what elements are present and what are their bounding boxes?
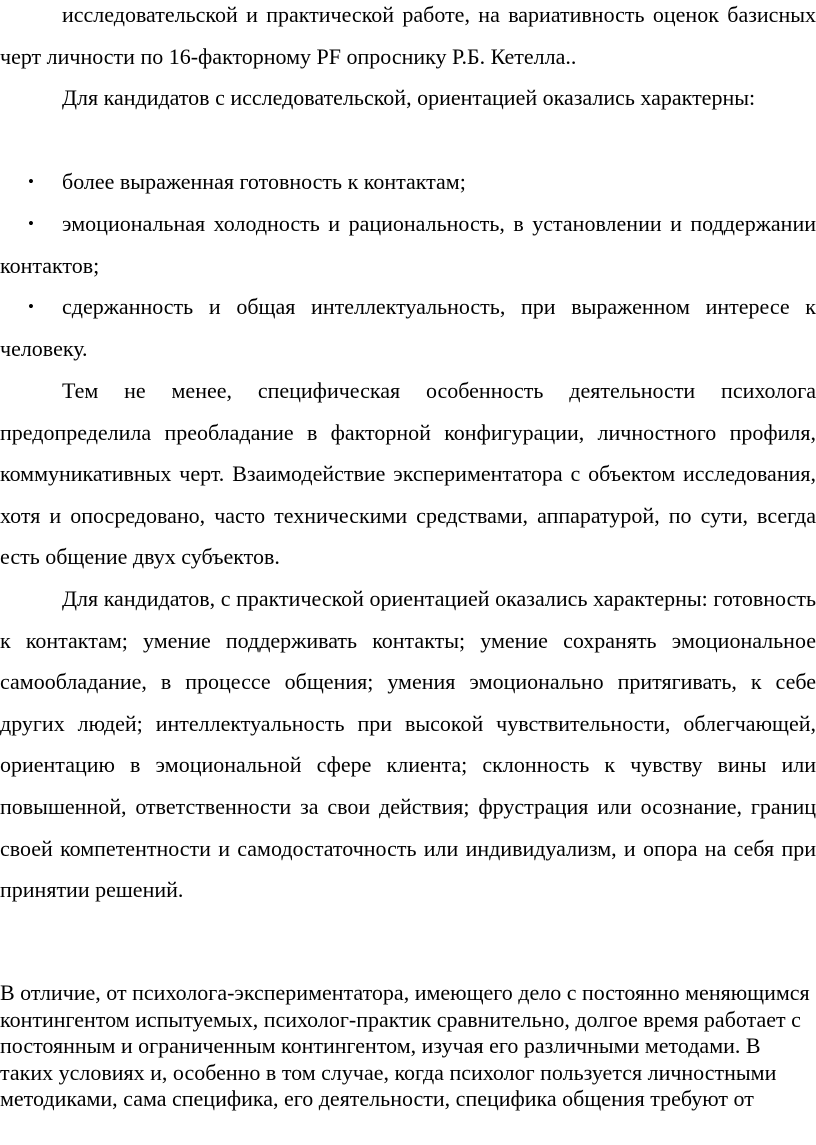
paragraph-continuation: исследовательской и практической работе, на вариативность оценок базисных черт личности по 16-факторному PF опроснику Р.Б. Кетелла.. (0, 2, 816, 69)
bullet-item (0, 203, 816, 286)
paragraph-practical-orientation: Для кандидатов, с практической ориентацией оказались характерны: готовность к контактам; умение поддерживать контакты; умение сохранять эмоциональное самообладание, в процессе общения; умения эмоционально притягивать, к себе других людей; интеллектуальность при высокой чувствительности, облегчающей, ориентацию в эмоциональной сфере клиента; склонность к чувству вины или повышенной, ответственности за свои действия; фрустрация или осознание, границ своей компетентности и самодостаточность или индивидуализм, и опора на себя при принятии решений. (0, 586, 816, 903)
bullet-item (0, 286, 816, 369)
bullet-icon: • (28, 297, 34, 316)
bullet-text: более выраженная готовность к контактам; (62, 169, 466, 194)
paragraph-practitioner-difference: В отличие, от психолога-экспериментатора, имеющего дело с постоянно меняющимся контингентом испытуемых, психолог-практик сравнительно, долгое время работает с постоянным и ограниченным контингентом, изучая его различными методами. В таких условиях и, особенно в том случае, когда психолог пользуется личностными методиками, сама специфика, его деятельности, специфика общения требуют от (0, 980, 810, 1112)
paragraph-research-orientation: Для кандидатов с исследовательской, ориентацией оказались характерны: (62, 85, 756, 110)
bullet-item (0, 161, 816, 203)
bullet-text: сдержанность и общая интеллектуальность, при выраженном интересе к человеку. (0, 294, 816, 361)
bullet-icon: • (28, 172, 34, 191)
bullet-icon: • (28, 214, 34, 233)
paragraph-communication-traits: Тем не менее, специфическая особенность деятельности психолога предопределила преобладание в факторной конфигурации, личностного профиля, коммуникативных черт. Взаимодействие экспериментатора с объектом исследования, хотя и опосредовано, часто техническими средствами, аппаратурой, по сути, всегда есть общение двух субъектов. (0, 378, 816, 570)
bullet-text: эмоциональная холодность и рациональность, в установлении и поддержании контактов; (0, 211, 816, 278)
